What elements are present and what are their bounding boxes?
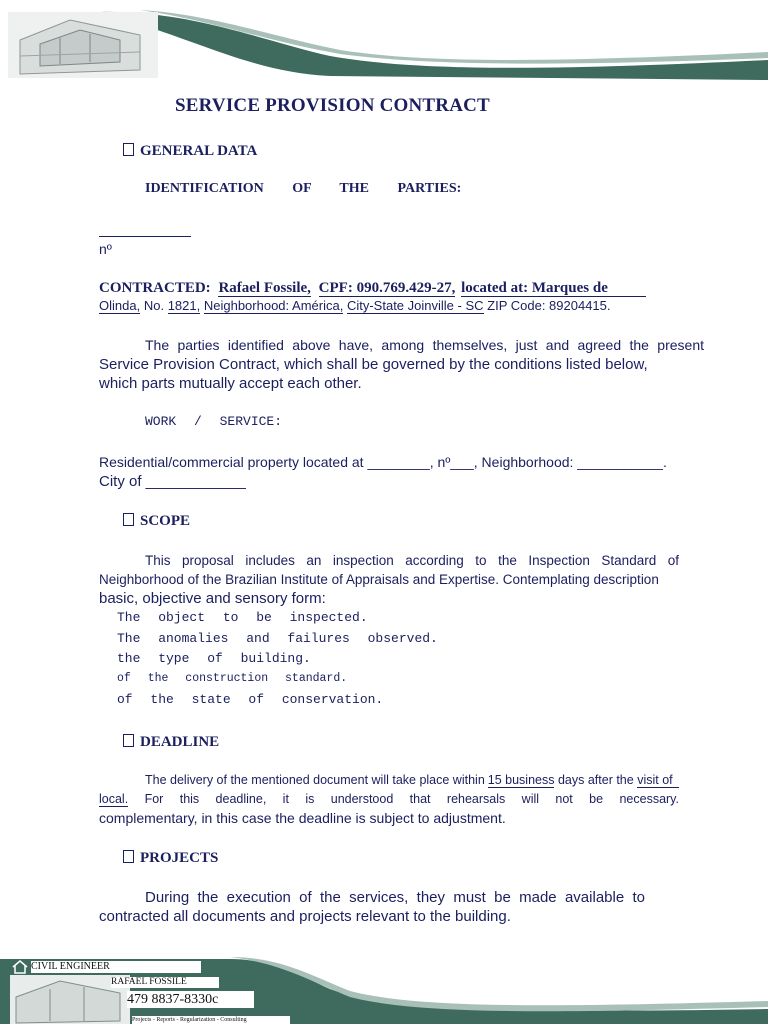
blank-party-line [99,222,191,237]
checkbox-icon [123,850,134,863]
contracted-address: Olinda, [99,298,141,313]
identification-heading: IDENTIFICATION OF THE PARTIES: [145,181,462,196]
deadline-line-1 [99,771,679,790]
scope-line-2: Neighborhood of the Brazilian Institute of Appraisals and Expertise. Contemplating description [99,572,659,587]
contracted-name: Rafael Fossile, [218,280,311,296]
section-projects [123,850,218,867]
building-rendering-image [8,12,158,78]
projects-line-2: contracted all documents and projects relevant to the building. [99,908,511,925]
section-scope [123,513,190,530]
footer-name: RAFAEL FOSSILE [111,977,219,988]
deadline-visit: visit of [637,773,678,788]
scope-paragraph [99,551,679,608]
deadline-paragraph [99,771,679,828]
scope-item: the type of building. [117,651,311,666]
section-deadline [123,734,219,751]
scope-item: The anomalies and failures observed. [117,630,438,646]
projects-paragraph [99,888,645,926]
parties-line-3: which parts mutually accept each other. [99,375,362,392]
work-service-heading: WORK / SERVICE: [145,414,283,429]
checkbox-icon [123,143,134,156]
contracted-label: CONTRACTED: [99,280,211,296]
parties-line-2: Service Provision Contract, which shall be governed by the conditions listed below, [99,356,648,373]
deadline-text: days after the [557,773,634,787]
projects-line-1: During the execution of the services, they must be made available to [145,889,645,906]
section-deadline-label: DEADLINE [140,734,220,750]
contracted-cpf: CPF: 090.769.429-27, [318,280,456,296]
section-scope-label: SCOPE [140,513,191,529]
contracted-number-prefix: No. [143,298,165,313]
checkbox-icon [123,734,134,747]
header-banner [0,0,768,82]
scope-line-1: This proposal includes an inspection according to the Inspection Standard of [145,553,679,568]
scope-item: of the construction standard. [117,671,348,685]
deadline-days: 15 business [487,773,555,787]
contracted-number: 1821, [167,298,201,313]
contracted-address-line [99,298,611,313]
contracted-line [99,280,679,297]
scope-item: of the state of conservation. [117,692,384,707]
parties-paragraph [99,336,704,393]
document-title: SERVICE PROVISION CONTRACT [175,95,490,116]
section-general-data [123,143,257,160]
scope-line-3: basic, objective and sensory form: [99,590,326,607]
scope-item: The object to be inspected. [117,610,368,625]
property-line-2: City of ____________ [99,473,246,490]
deadline-local: local. [99,792,129,806]
footer-services: Projects - Reports - Regularization - Consulting [132,1016,290,1024]
footer-phone: 479 8837-8330c [127,991,254,1008]
parties-line-1: The parties identified above have, among themselves, just and agreed the present [145,337,704,353]
section-projects-label: PROJECTS [140,850,219,866]
property-paragraph [99,453,704,491]
section-general-data-label: GENERAL DATA [140,143,258,159]
checkbox-icon [123,513,134,526]
contracted-location: located at: Marques de [461,280,646,297]
property-line-1: Residential/commercial property located at ________, nº___, Neighborhood: ___________. [99,454,667,470]
contracted-neighborhood: Neighborhood: América, [203,298,344,313]
scope-list [117,610,438,713]
contracted-zip: ZIP Code: 89204415. [487,298,611,313]
deadline-line-3: complementary, in this case the deadline is subject to adjustment. [99,810,506,826]
footer-role: CIVIL ENGINEER [31,961,201,973]
deadline-text: The delivery of the mentioned document will take place within [145,773,485,787]
deadline-line-2 [99,790,679,809]
deadline-text: For this deadline, it is understood that rehearsals will not be necessary. [144,792,679,806]
party-number-label: nº [99,241,112,257]
home-icon [12,960,28,974]
contracted-city-state: City-State Joinville - SC [346,298,484,313]
